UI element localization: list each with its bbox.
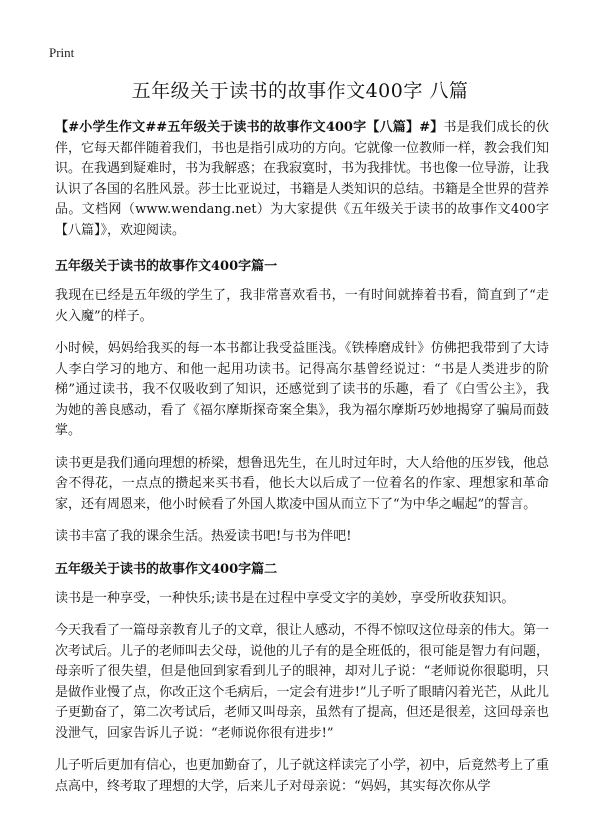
section-2-paragraph-2: 今天我看了一篇母亲教育儿子的文章，很让人感动，不得不惊叹这位母亲的伟大。第一次考试后。儿子的老师叫去父母，说他的儿子有的是全班低的，很可能是智力有问题，母亲听了很失望，但是他回到家看到儿子的眼神，却对儿子说：“老师说你很聪明，只是做作业慢了点，你改正这个毛病后，一定会有进步!”儿子听了眼睛闪着光芒，从此儿子更勤奋了，第二次考试后，老师又叫母亲，虽然有了提高，但还是很差，这回母亲也没泄气，回家告诉儿子说：“老师说你很有进步!” [55, 623, 550, 741]
section-1-paragraph-2: 小时候，妈妈给我买的每一本书都让我受益匪浅。《铁棒磨成针》仿佛把我带到了大诗人李白学习的地方、和他一起用功读书。记得高尔基曾经说过：“书是人类进步的阶梯”通过读书，我不仅吸收到了知识，还感觉到了读书的乐趣，看了《白雪公主》，我为她的善良感动，看了《福尔摩斯探奇案全集》，我为福尔摩斯巧妙地揭穿了骗局而鼓掌。 [55, 341, 549, 438]
print-link[interactable]: Print [49, 45, 75, 60]
section-2-paragraph-1: 读书是一种享受，一种快乐;读书是在过程中享受文字的美妙，享受所收获知识。 [55, 590, 515, 606]
intro-paragraph [55, 118, 549, 241]
section-1-paragraph-4: 读书丰富了我的课余生活。热爱读书吧!与书为伴吧! [55, 529, 352, 544]
section-2-paragraph-3: 儿子听后更加有信心，也更加勤奋了，儿子就这样读完了小学，初中，后竟然考上了重点高中，终考取了理想的大学，后来儿子对母亲说：“妈妈，其实每次你从学 [55, 758, 550, 794]
section-1-paragraph-1: 我现在已经是五年级的学生了，我非常喜欢看书，一有时间就捧着书看，简直到了“走火入魔”的样子。 [55, 288, 549, 324]
section-heading-1: 五年级关于读书的故事作文400字篇一 [55, 259, 278, 274]
intro-text: 书是我们成长的伙伴，它每天都伴随着我们，书也是指引成功的方向。它就像一位教师一样，教会我们知识。在我遇到疑难时，书为我解惑；在我寂寞时，书为我排忧。书也像一位导游，让我认识了各国的名胜风景。莎士比亚说过，书籍是人类知识的总结。书籍是全世界的营养品。文档网（www.wendang.net）为大家提供《五年级关于读书的故事作文400字【八篇】》，欢迎阅读。 [55, 120, 550, 238]
document-body [55, 118, 549, 809]
section-heading-2: 五年级关于读书的故事作文400字篇二 [55, 561, 278, 577]
document-title: 五年级关于读书的故事作文400字 八篇 [131, 80, 469, 102]
section-1-paragraph-3: 读书更是我们通向理想的桥梁，想鲁迅先生，在儿时过年时，大人给他的压岁钱，他总舍不得花，一点点的攒起来买书看，他长大以后成了一位着名的作家、理想家和革命家，还有周恩来，他小时候看了外国人欺凌中国从而立下了“为中华之崛起”的誓言。 [55, 455, 550, 512]
intro-lead: 【#小学生作文##五年级关于读书的故事作文400字【八篇】#】 [55, 120, 444, 135]
